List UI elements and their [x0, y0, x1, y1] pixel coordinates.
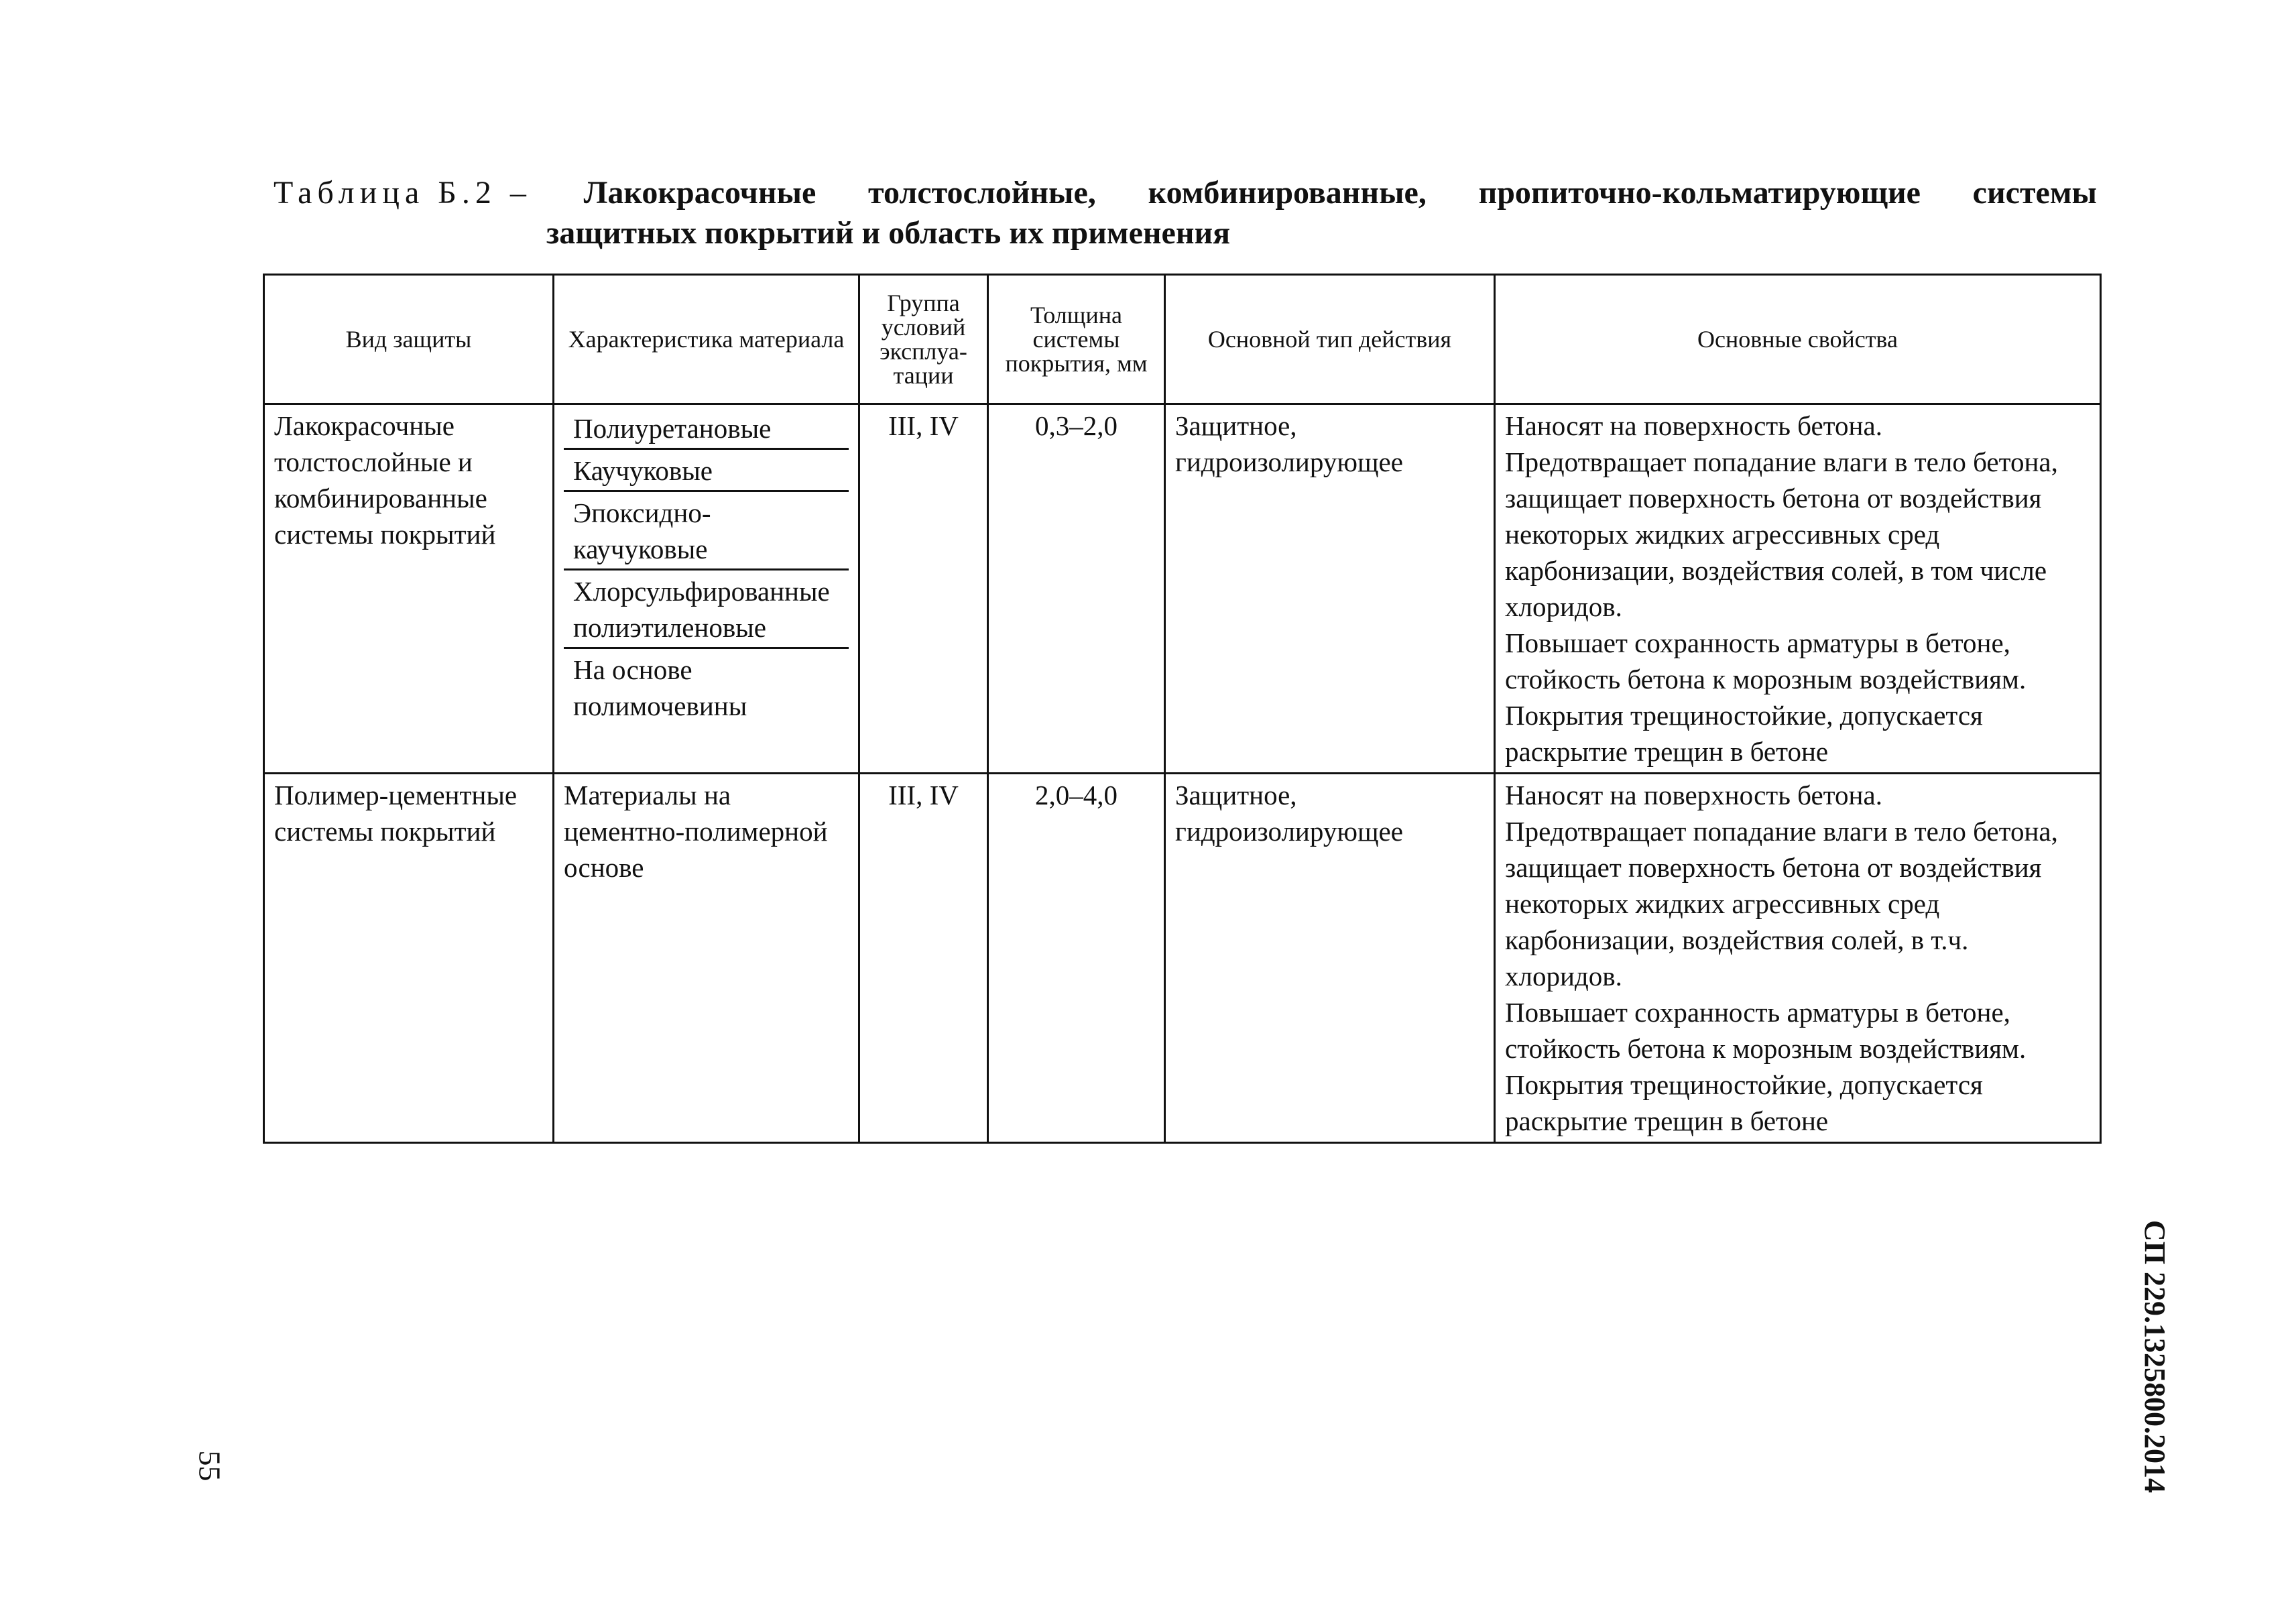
caption-line-2: защитных покрытий и область их применения: [546, 215, 1231, 251]
caption-word: толстослойные,: [868, 175, 1096, 211]
caption-word: комбинированные,: [1148, 175, 1427, 211]
header-protection-type: Вид защиты: [264, 275, 554, 404]
property-text: Повышает сохранность арматуры в бетоне, стойкость бетона к морозным воздействиям. Покрытия трещиностойкие, допускается раскрытие трещин в бетоне: [1505, 627, 2027, 767]
property-text: Предотвращает попадание влаги в тело бетона, защищает поверхность бетона от воздействия некоторых жидких агрессивных сред карбонизации, воздействия солей, в т.ч. хлоридов.: [1505, 816, 2058, 991]
cell-conditions-group: III, IV: [859, 404, 988, 774]
material-item: Каучуковые: [564, 450, 849, 492]
caption-prefix: Таблица Б.2 –: [274, 175, 532, 211]
cell-protection-type: Лакокрасочные толстослойные и комбинированные системы покрытий: [264, 404, 554, 774]
cell-protection-type: Полимер-цементные системы покрытий: [264, 774, 554, 1143]
property-text: Наносят на поверхность бетона.: [1505, 780, 1882, 810]
caption-word: Лакокрасочные: [583, 175, 817, 211]
header-properties: Основные свойства: [1495, 275, 2101, 404]
cell-thickness: 2,0–4,0: [988, 774, 1165, 1143]
table-header-row: [264, 275, 2101, 404]
header-material: Характеристика материала: [554, 275, 859, 404]
cell-thickness: 0,3–2,0: [988, 404, 1165, 774]
material-item: Эпоксидно-каучуковые: [564, 492, 849, 570]
cell-properties: [1495, 774, 2101, 1143]
property-text: Наносят на поверхность бетона.: [1505, 410, 1882, 441]
table-row: [264, 404, 2101, 774]
cell-materials: [554, 404, 859, 774]
document-code: СП 229.1325800.2014: [2138, 1220, 2171, 1493]
caption-word: пропиточно-кольматирующие: [1478, 175, 1921, 211]
cell-action-type: Защитное, гидроизолирующее: [1165, 404, 1495, 774]
property-text: Предотвращает попадание влаги в тело бетона, защищает поверхность бетона от воздействия некоторых жидких агрессивных сред карбонизации, воздействия солей, в том числе хлоридов.: [1505, 446, 2058, 622]
cell-conditions-group: III, IV: [859, 774, 988, 1143]
cell-action-type: Защитное, гидроизолирующее: [1165, 774, 1495, 1143]
page-number: 55: [192, 1450, 227, 1482]
material-item: Хлорсульфированные полиэтиленовые: [564, 570, 849, 649]
header-action-type: Основной тип действия: [1165, 275, 1495, 404]
caption-word: системы: [1972, 175, 2097, 211]
material-item: На основе полимочевины: [573, 654, 747, 721]
header-conditions-group: Группа условий эксплуа-тации: [859, 275, 988, 404]
cell-properties: [1495, 404, 2101, 774]
material-item: Полиуретановые: [564, 408, 849, 450]
cell-materials: Материалы на цементно-полимерной основе: [554, 774, 859, 1143]
coatings-table: [263, 274, 2102, 1144]
header-thickness: Толщина системы покрытия, мм: [988, 275, 1165, 404]
caption-line-1: [274, 173, 2097, 213]
table-row: [264, 774, 2101, 1143]
table-caption: [274, 173, 2097, 253]
property-text: Повышает сохранность арматуры в бетоне, стойкость бетона к морозным воздействиям. Покрытия трещиностойкие, допускается раскрытие трещин в бетоне: [1505, 997, 2027, 1136]
